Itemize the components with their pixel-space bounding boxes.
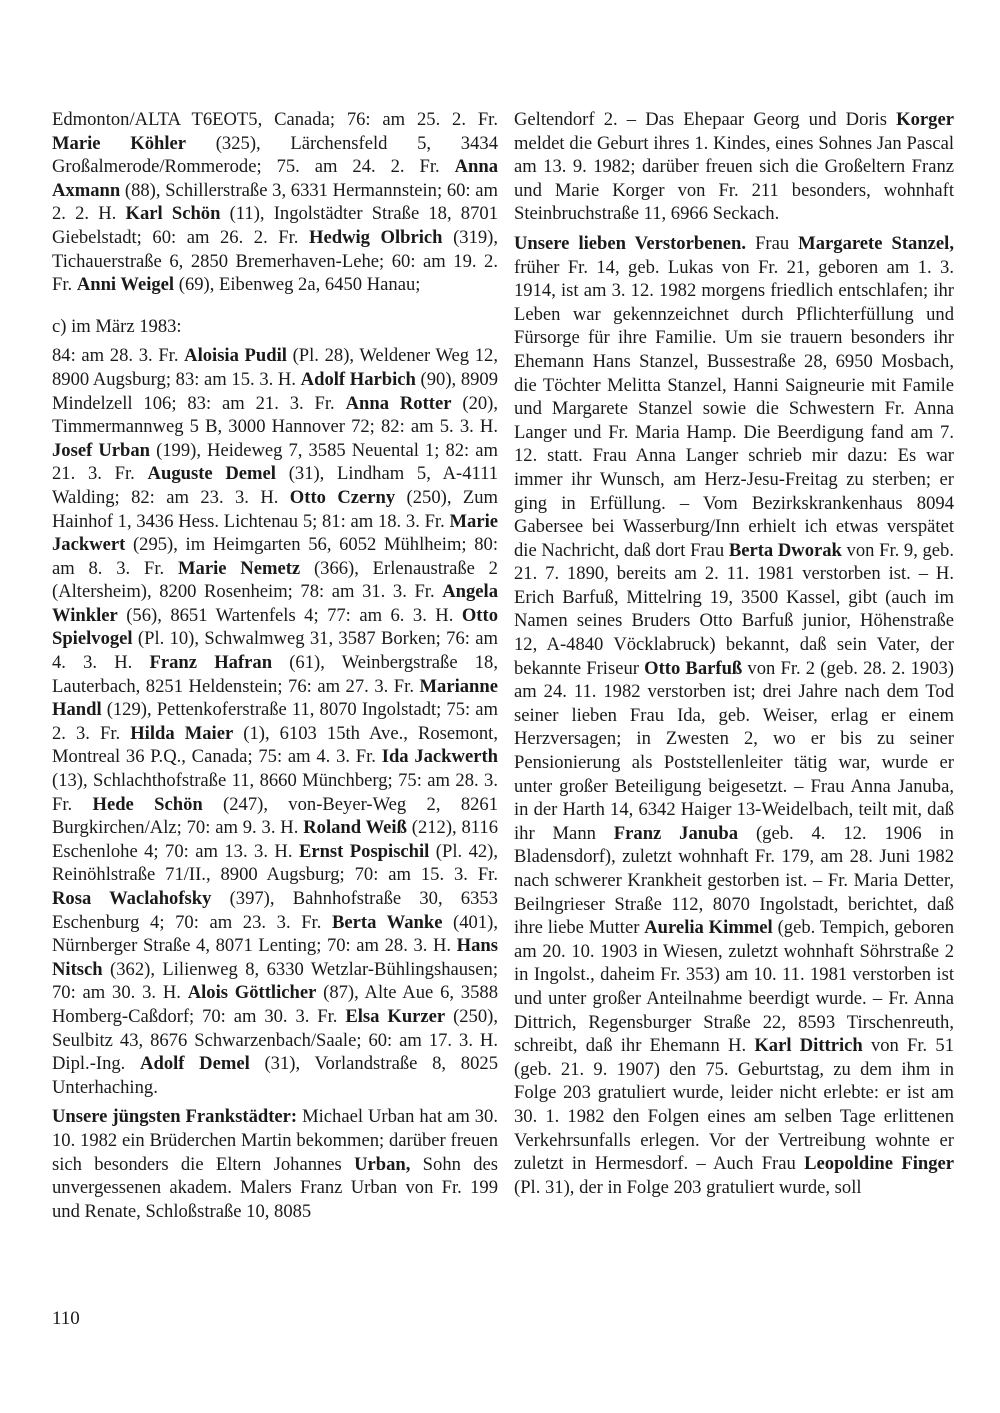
bold-name: Adolf Demel bbox=[140, 1053, 250, 1075]
text-run: (250), Zum Hainhof 1, 3436 Hess. Lichtenau 5; 81: am 18. 3. Fr. bbox=[52, 486, 498, 532]
text-run: meldet die Geburt ihres 1. Kindes, eines Sohnes Jan Pascal am 13. 9. 1982; darüber freuen sich die Großeltern Franz und Marie Korger von Fr. 211 besonders, wohnhaft Steinbruchstraße 11, 6966 Seckach. bbox=[514, 132, 954, 225]
bold-name: Leopoldine Finger bbox=[804, 1153, 955, 1175]
bold-name: Elsa Kurzer bbox=[345, 1005, 446, 1027]
text-run: (199), Heideweg 7, 3585 Neuental 1; 82: am 21. 3. Fr. bbox=[52, 439, 498, 485]
text-run: 84: am 28. 3. Fr. bbox=[52, 345, 185, 367]
text-run: Edmonton/ALTA T6EOT5, Canada; 76: am 25. 2. Fr. bbox=[52, 109, 498, 130]
bold-name: Marie Köhler bbox=[52, 132, 187, 154]
bold-name: Anni Weigel bbox=[76, 274, 175, 296]
bold-name: Josef Urban bbox=[52, 439, 150, 461]
text-run: (Pl. 42), Reinöhlstraße 71/II., 8900 Augsburg; 70: am 15. 3. Fr. bbox=[52, 840, 499, 886]
bold-name: Hans Nitsch bbox=[52, 935, 498, 980]
text-run: (Pl. 10), Schwalmweg 31, 3587 Borken; 76: am 4. 3. H. bbox=[52, 628, 498, 674]
bold-name: Adolf Harbich bbox=[300, 368, 416, 390]
right-column bbox=[514, 108, 954, 1199]
bold-name: Karl Dittrich bbox=[754, 1035, 863, 1057]
text-run: (31), Vorlandstraße 8, 8025 Unterhaching. bbox=[52, 1053, 498, 1098]
bold-name: Berta Dworak bbox=[728, 539, 842, 561]
text-run: (401), Nürnberger Straße 4, 8071 Lenting; 70: am 28. 3. H. bbox=[52, 911, 498, 957]
text-run: früher Fr. 14, geb. Lukas von Fr. 21, geboren am 1. 3. 1914, ist am 3. 12. 1982 morgens friedlich entschlafen; ihr Leben war gekennzeichnet durch Pflichterfüllung und Fürsorge für ihre Familie. Um sie trauern besonders ihr Ehemann Hans Stanzel, Bussestraße 28, 6950 Mosbach, die Töchter Melitta Stanzel, Hanni Saigneurie mit Famile und Margarete Stanzel sowie die Schwestern Fr. Anna Langer und Fr. Maria Hamp. Die Beerdigung fand am 7. 12. statt. Frau Anna Langer schrieb mir dazu: Es war immer ihr Wunsch, am Herz-Jesu-Freitag zu sterben; er ging in Erfüllung. – Vom Bezirkskrankenhaus 8094 Gabersee bei Wasserburg/Inn erhielt ich etwas verspätet die Nachricht, daß dort Frau bbox=[514, 256, 954, 561]
text-run: Geltendorf 2. – Das Ehepaar Georg und Doris bbox=[514, 109, 897, 130]
text-run: von Fr. 2 (geb. 28. 2. 1903) am 24. 11. 1982 verstorben ist; drei Jahre nach dem Tod seiner lieben Frau Ida, geb. Weiser, erlag er einem Herzversagen; in Zwesten 2, wo er bis zu seiner Pensionierung als Poststellenleiter tätig war, wurde er unter großer Beteiligung beigesetzt. – Frau Anna Januba, in der Harth 14, 6342 Haiger 13-Weidelbach, teilt mit, daß ihr Mann bbox=[514, 657, 954, 844]
text-run: (geb. 4. 12. 1906 in Bladensdorf), zuletzt wohnhaft Fr. 179, am 28. Juni 1982 nach schwerer Krankheit gestorben ist. – Fr. Maria Detter, Beilngrieser Straße 112, 8070 Ingolstadt, berichtet, daß ihre liebe Mutter bbox=[514, 822, 954, 939]
text-run: (Pl. 28), Weldener Weg 12, 8900 Augsburg; 83: am 15. 3. H. bbox=[52, 345, 498, 390]
paragraph bbox=[52, 315, 498, 339]
bold-name: Marie Jackwert bbox=[52, 510, 498, 556]
text-run: (31), Lindham 5, A-4111 Walding; 82: am 23. 3. H. bbox=[52, 463, 499, 508]
bold-name: Anna Rotter bbox=[345, 392, 452, 414]
text-run: (11), Ingolstädter Straße 18, 8701 Giebelstadt; 60: am 26. 2. Fr. bbox=[52, 203, 498, 248]
text-run: (325), Lärchensfeld 5, 3434 Großalmerode/Rommerode; 75. am 24. 2. Fr. bbox=[52, 132, 498, 178]
bold-name: Margarete Stanzel, bbox=[798, 232, 954, 254]
paragraph bbox=[52, 108, 498, 297]
text-run: (247), von-Beyer-Weg 2, 8261 Burgkirchen/Alz; 70: am 9. 3. H. bbox=[52, 793, 499, 839]
text-run: (319), Tichauerstraße 6, 2850 Bremerhaven-Lehe; 60: am 19. 2. Fr. bbox=[52, 226, 498, 296]
bold-name: Hilda Maier bbox=[130, 722, 234, 744]
bold-name: Urban, bbox=[354, 1153, 411, 1175]
text-run: (397), Bahnhofstraße 30, 6353 Eschenburg 4; 70: am 23. 3. Fr. bbox=[52, 888, 498, 933]
bold-name: Otto Czerny bbox=[289, 486, 396, 508]
bold-name: Berta Wanke bbox=[331, 911, 443, 933]
text-run: (69), Eibenweg 2a, 6450 Hanau; bbox=[174, 274, 421, 296]
text-run: (20), Timmermannweg 5 B, 3000 Hannover 72; 82: am 5. 3. H. bbox=[52, 392, 499, 438]
paragraph bbox=[514, 108, 954, 226]
text-run: (56), 8651 Wartenfels 4; 77: am 6. 3. H. bbox=[117, 604, 462, 626]
bold-name: Marie Nemetz bbox=[177, 557, 301, 579]
bold-name: Unsere lieben Verstorbenen. bbox=[514, 232, 747, 254]
text-run: (129), Pettenkoferstraße 11, 8070 Ingolstadt; 75: am 2. 3. Fr. bbox=[52, 699, 498, 744]
text-run: (geb. Tempich, geboren am 20. 10. 1903 in Wiesen, zuletzt wohnhaft Söhrstraße 2 in Ingolst., daheim Fr. 353) am 10. 11. 1981 verstorben ist und unter großer Anteilnahme beerdigt wurde. – Fr. Anna Dittrich, Regensburger Straße 22, 8593 Tirschenreuth, schreibt, daß ihr Ehemann H. bbox=[514, 917, 954, 1057]
text-run: (250), Seulbitz 43, 8676 Schwarzenbach/Saale; 60: am 17. 3. H. Dipl.-Ing. bbox=[52, 1005, 498, 1075]
bold-name: Alois Göttlicher bbox=[187, 982, 317, 1004]
bold-name: Aurelia Kimmel bbox=[644, 917, 773, 939]
text-run: (61), Weinbergstraße 18, Lauterbach, 8251 Heldenstein; 76: am 27. 3. Fr. bbox=[52, 652, 498, 697]
bold-name: Hedwig Olbrich bbox=[309, 226, 443, 248]
text-run: (13), Schlachthofstraße 11, 8660 Münchberg; 75: am 28. 3. Fr. bbox=[52, 770, 498, 815]
bold-name: Angela Winkler bbox=[52, 581, 498, 626]
bold-name: Unsere jüngsten Frankstädter: bbox=[52, 1106, 298, 1128]
paragraph bbox=[514, 232, 954, 1199]
text-run: (87), Alte Aue 6, 3588 Homberg-Caßdorf; 70: am 30. 3. Fr. bbox=[52, 982, 498, 1027]
bold-name: Marianne Handl bbox=[52, 675, 498, 721]
text-run: (362), Lilienweg 8, 6330 Wetzlar-Bühlingshausen; 70: am 30. 3. H. bbox=[52, 958, 498, 1004]
bold-name: Hede Schön bbox=[92, 793, 203, 815]
bold-name: Franz Hafran bbox=[149, 652, 273, 674]
bold-name: Auguste Demel bbox=[147, 463, 276, 485]
text-run: Sohn des unvergessenen akadem. Malers Franz Urban von Fr. 199 und Renate, Schloßstraße 10, 8085 bbox=[52, 1153, 498, 1222]
bold-name: Ida Jackwerth bbox=[381, 746, 498, 768]
text-run: c) im März 1983: bbox=[52, 315, 182, 337]
bold-name: Roland Weiß bbox=[303, 817, 407, 839]
bold-name: Ernst Pospischil bbox=[298, 840, 430, 862]
text-run: (366), Erlenaustraße 2 (Altersheim), 8200 Rosenheim; 78: am 31. 3. Fr. bbox=[52, 557, 498, 603]
left-column bbox=[52, 108, 498, 1223]
paragraph bbox=[52, 344, 498, 1099]
text-run: (212), 8116 Eschenlohe 4; 70: am 13. 3. H. bbox=[52, 817, 499, 862]
text-run: (90), 8909 Mindelzell 106; 83: am 21. 3. Fr. bbox=[52, 368, 499, 414]
text-run: (Pl. 31), der in Folge 203 gratuliert wurde, soll bbox=[514, 1176, 862, 1198]
bold-name: Anna Axmann bbox=[52, 156, 498, 201]
text-run: Michael Urban hat am 30. 10. 1982 ein Brüderchen Martin bekommen; darüber freuen sich besonders die Eltern Johannes bbox=[52, 1106, 498, 1175]
text-run: (295), im Heimgarten 56, 6052 Mühlheim; 80: am 8. 3. Fr. bbox=[52, 534, 498, 579]
bold-name: Rosa Waclahofsky bbox=[52, 888, 212, 909]
text-run: (1), 6103 15th Ave., Rosemont, Montreal 36 P.Q., Canada; 75: am 4. 3. Fr. bbox=[52, 722, 498, 768]
bold-name: Karl Schön bbox=[125, 203, 221, 225]
bold-name: Otto Barfuß bbox=[644, 657, 743, 679]
bold-name: Franz Januba bbox=[613, 822, 739, 844]
text-run: von Fr. 9, geb. 21. 7. 1890, bereits am 2. 11. 1981 verstorben ist. – H. Erich Barfuß, Mittelring 19, 3500 Kassel, gibt (auch im Namen seines Bruders Otto Barfuß junior, Höhenstraße 12, A-4840 Vöcklabruck) bekannt, daß sein Vater, der bekannte Friseur bbox=[514, 539, 954, 679]
bold-name: Otto Spielvogel bbox=[52, 604, 498, 650]
bold-name: Korger bbox=[896, 109, 954, 130]
page-number: 110 bbox=[52, 1308, 80, 1329]
text-run: von Fr. 51 (geb. 21. 9. 1907) den 75. Geburtstag, zu dem ihm in Folge 203 gratuliert wurde, leider nicht erlebte: er ist am 30. 1. 1982 den Folgen eines am selben Tage erlittenen Verkehrsunfalls erlegen. Vor der Vertreibung wohnte er zuletzt in Hermesdorf. – Auch Frau bbox=[514, 1035, 954, 1175]
bold-name: Aloisia Pudil bbox=[184, 345, 287, 367]
text-run: Frau bbox=[746, 232, 799, 254]
paragraph bbox=[52, 1105, 498, 1223]
text-run: (88), Schillerstraße 3, 6331 Hermannstein; 60: am 2. 2. H. bbox=[52, 179, 498, 225]
